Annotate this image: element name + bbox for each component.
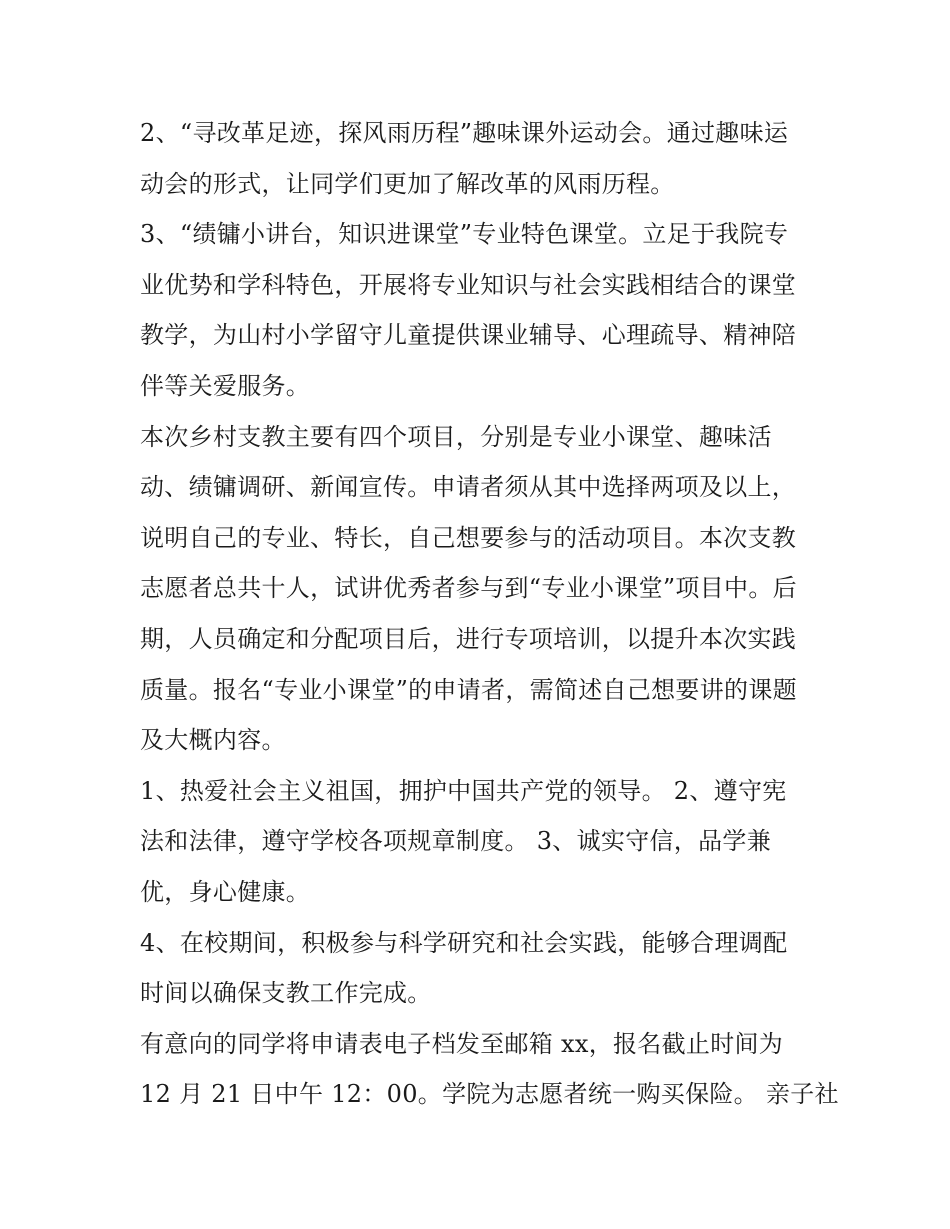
text-line: 志愿者总共十人，试讲优秀者参与到“专业小课堂”项目中。后: [140, 574, 797, 603]
document-body: [140, 108, 839, 1120]
text-line: 有意向的同学将申请表电子档发至邮箱 xx，报名截止时间为: [140, 1029, 784, 1058]
text-line: 本次乡村支教主要有四个项目，分别是专业小课堂、趣味活: [140, 422, 772, 451]
text-line: 质量。报名“专业小课堂”的申请者，需简述自己想要讲的课题: [140, 675, 797, 704]
text-line: 2、“寻改革足迹，探风雨历程”趣味课外运动会。通过趣味运: [140, 119, 789, 147]
text-line: 时间以确保支教工作完成。: [140, 979, 432, 1008]
text-line: 动会的形式，让同学们更加了解改革的风雨历程。: [140, 169, 675, 198]
text-line: 业优势和学科特色，开展将专业知识与社会实践相结合的课堂: [140, 270, 797, 299]
text-line: 伴等关爱服务。: [140, 371, 311, 400]
text-line: 1、热爱社会主义祖国，拥护中国共产党的领导。 2、遵守宪: [140, 776, 787, 805]
text-line: 教学，为山村小学留守儿童提供课业辅导、心理疏导、精神陪: [140, 321, 797, 350]
text-line: 4、在校期间，积极参与科学研究和社会实践，能够合理调配: [140, 928, 788, 957]
text-line: 动、绩镛调研、新闻宣传。申请者须从其中选择两项及以上，: [140, 473, 797, 502]
text-line: 及大概内容。: [140, 726, 286, 755]
text-line: 说明自己的专业、特长，自己想要参与的活动项目。本次支教: [140, 523, 797, 552]
text-line: 法和法律，遵守学校各项规章制度。 3、诚实守信，品学兼: [140, 827, 771, 856]
text-line: 12 月 21 日中午 12：00。学院为志愿者统一购买保险。 亲子社: [140, 1080, 839, 1109]
text-line: 优，身心健康。: [140, 877, 311, 906]
text-line: 3、“绩镛小讲台，知识进课堂”专业特色课堂。立足于我院专: [140, 220, 789, 249]
text-line: 期，人员确定和分配项目后，进行专项培训，以提升本次实践: [140, 624, 797, 653]
